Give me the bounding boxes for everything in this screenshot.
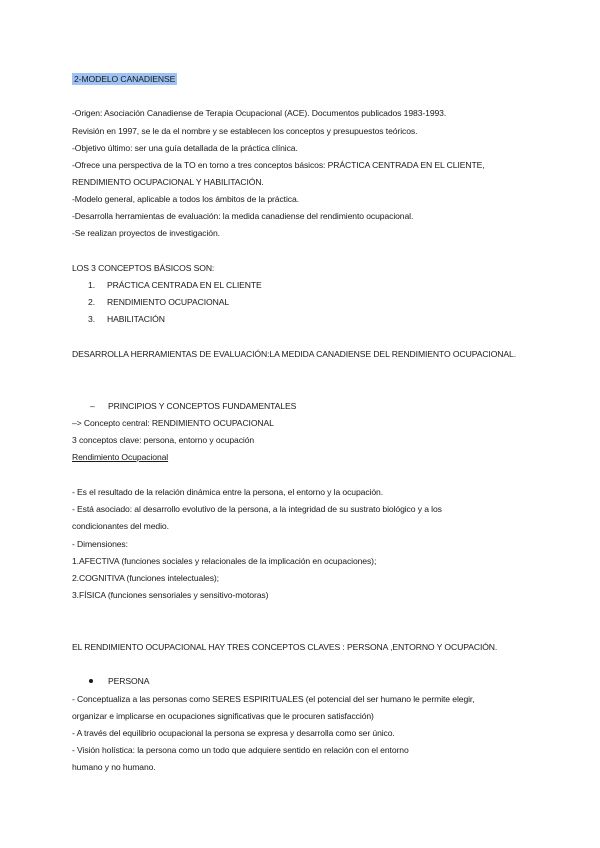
basics-heading: LOS 3 CONCEPTOS BÁSICOS SON: <box>72 263 215 273</box>
intro-line: -Se realizan proyectos de investigación. <box>72 228 220 238</box>
bullet-dot-icon <box>89 679 93 683</box>
tools-line: DESARROLLA HERRAMIENTAS DE EVALUACIÓN:LA MEDIDA CANADIENSE DEL RENDIMIENTO OCUPACIONAL. <box>72 349 517 359</box>
persona-heading: PERSONA <box>108 676 150 686</box>
list-number: 3. <box>88 314 96 324</box>
rendimiento-line: 3.FÍSICA (funciones sensoriales y sensitivo-motoras) <box>72 590 269 600</box>
persona-line: - Conceptualiza a las personas como SERES ESPIRITUALES (el potencial del ser humano le permite elegir, <box>72 694 475 704</box>
intro-line: RENDIMIENTO OCUPACIONAL Y HABILITACIÓN. <box>72 177 264 187</box>
persona-line: - Visión holística: la persona como un todo que adquiere sentido en relación con el entorno <box>72 745 409 755</box>
intro-line: -Objetivo último: ser una guía detallada de la práctica clínica. <box>72 143 298 153</box>
rendimiento-line: - Está asociado: al desarrollo evolutivo de la persona, a la integridad de su sustrato biológico y a los <box>72 504 442 514</box>
rendimiento-line: - Dimensiones: <box>72 539 128 549</box>
three-concepts-line: EL RENDIMIENTO OCUPACIONAL HAY TRES CONCEPTOS CLAVES : PERSONA ,ENTORNO Y OCUPACIÓN. <box>72 642 498 652</box>
list-number: 1. <box>88 280 96 290</box>
persona-line: organizar e implicarse en ocupaciones significativas que le procuren satisfacción) <box>72 711 374 721</box>
rendimiento-line: 1.AFECTIVA (funciones sociales y relacionales de la implicación en ocupaciones); <box>72 556 377 566</box>
dash-bullet: – <box>90 401 95 411</box>
list-item: PRÁCTICA CENTRADA EN EL CLIENTE <box>107 280 262 290</box>
intro-line: Revisión en 1997, se le da el nombre y se establecen los conceptos y presupuestos teóricos. <box>72 126 418 136</box>
persona-line: humano y no humano. <box>72 762 156 772</box>
rendimiento-line: 2.COGNITIVA (funciones intelectuales); <box>72 573 219 583</box>
intro-line: -Desarrolla herramientas de evaluación: la medida canadiense del rendimiento ocupacional. <box>72 211 414 221</box>
intro-line: -Ofrece una perspectiva de la TO en torno a tres conceptos básicos: PRÁCTICA CENTRADA EN EL CLIENTE, <box>72 160 485 170</box>
section-title <box>72 74 177 85</box>
principles-heading: PRINCIPIOS Y CONCEPTOS FUNDAMENTALES <box>108 401 297 411</box>
principles-line: –> Concepto central: RENDIMIENTO OCUPACIONAL <box>72 418 274 428</box>
principles-line: 3 conceptos clave: persona, entorno y ocupación <box>72 435 255 445</box>
persona-line: - A través del equilibrio ocupacional la persona se expresa y desarrolla como ser único. <box>72 728 395 738</box>
list-item: RENDIMIENTO OCUPACIONAL <box>107 297 230 307</box>
underlined-subheading: Rendimiento Ocupacional <box>72 452 169 462</box>
intro-line: -Modelo general, aplicable a todos los ámbitos de la práctica. <box>72 194 299 204</box>
list-item: HABILITACIÓN <box>107 314 165 324</box>
intro-line: -Origen: Asociación Canadiense de Terapia Ocupacional (ACE). Documentos publicados 1983-1993. <box>72 108 447 118</box>
highlighted-title: 2-MODELO CANADIENSE <box>74 74 176 84</box>
rendimiento-line: condicionantes del medio. <box>72 521 169 531</box>
list-number: 2. <box>88 297 96 307</box>
rendimiento-line: - Es el resultado de la relación dinámica entre la persona, el entorno y la ocupación. <box>72 487 383 497</box>
